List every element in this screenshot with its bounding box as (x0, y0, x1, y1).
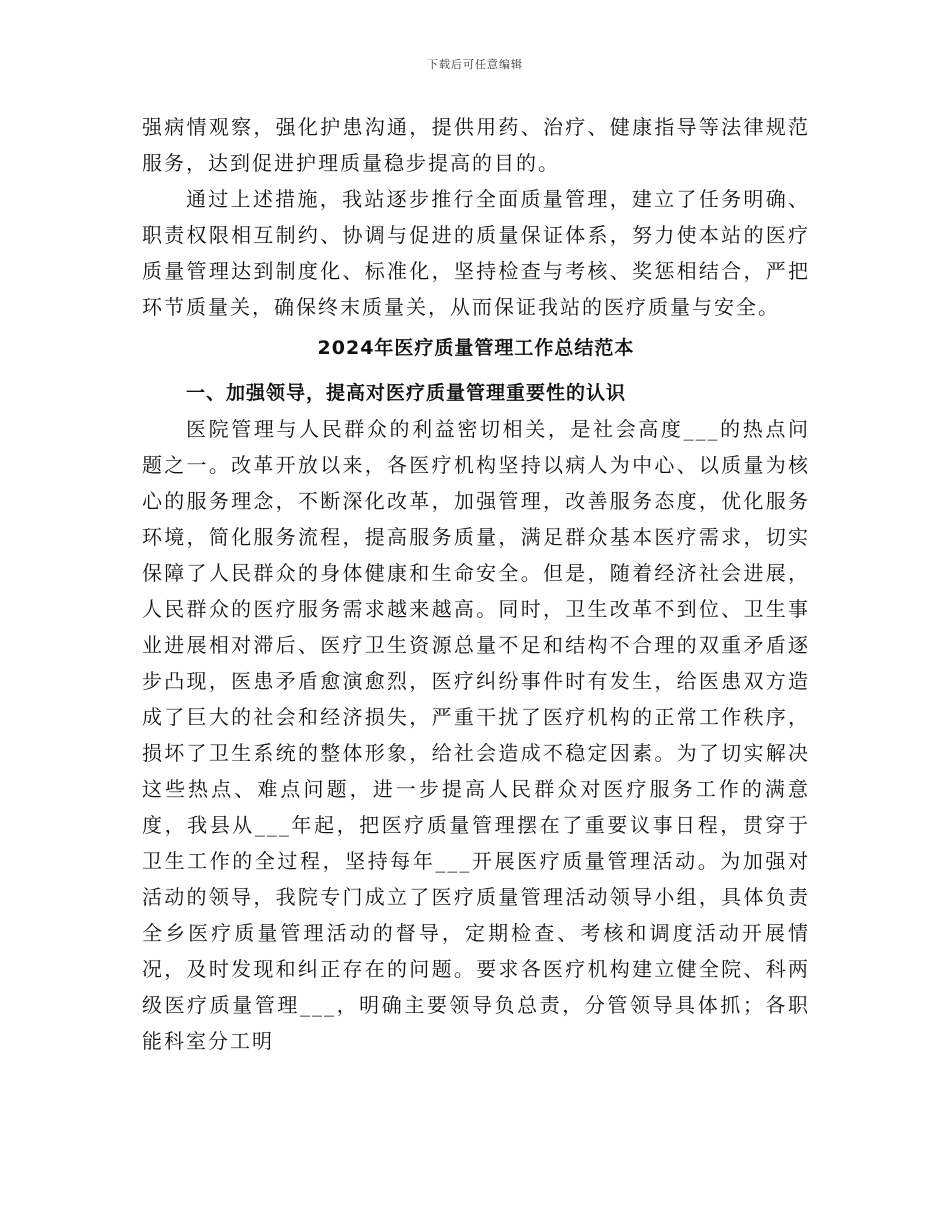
paragraph-continued: 强病情观察，强化护患沟通，提供用药、治疗、健康指导等法律规范服务，达到促进护理质量稳步提高的目的。 (142, 115, 810, 175)
paragraph-summary: 通过上述措施，我站逐步推行全面质量管理，建立了任务明确、职责权限相互制约、协调与促进的质量保证体系，努力使本站的医疗质量管理达到制度化、标准化，坚持检查与考核、奖惩相结合，严把环节质量关，确保终末质量关，从而保证我站的医疗质量与安全。 (142, 187, 810, 319)
document-body (142, 109, 810, 1059)
document-title: 2024年医疗质量管理工作总结范本 (317, 337, 635, 359)
section-heading: 一、加强领导，提高对医疗质量管理重要性的认识 (186, 382, 627, 404)
running-header: 下载后可任意编辑 (427, 58, 523, 71)
section-paragraph: 医院管理与人民群众的利益密切相关，是社会高度___的热点问题之一。改革开放以来，各医疗机构坚持以病人为中心、以质量为核心的服务理念，不断深化改革，加强管理，改善服务态度，优化服务环境，简化服务流程，提高服务质量，满足群众基本医疗需求，切实保障了人民群众的身体健康和生命安全。但是，随着经济社会进展，人民群众的医疗服务需求越来越高。同时，卫生改革不到位、卫生事业进展相对滞后、医疗卫生资源总量不足和结构不合理的双重矛盾逐步凸现，医患矛盾愈演愈烈，医疗纠纷事件时有发生，给医患双方造成了巨大的社会和经济损失，严重干扰了医疗机构的正常工作秩序，损坏了卫生系统的整体形象，给社会造成不稳定因素。为了切实解决这些热点、难点问题，进一步提高人民群众对医疗服务工作的满意度，我县从___年起，把医疗质量管理摆在了重要议事日程，贯穿于卫生工作的全过程，坚持每年___开展医疗质量管理活动。为加强对活动的领导，我院专门成立了医疗质量管理活动领导小组，具体负责全乡医疗质量管理活动的督导，定期检查、考核和调度活动开展情况，及时发现和纠正存在的问题。要求各医疗机构建立健全院、科两级医疗质量管理___，明确主要领导负总责，分管领导具体抓；各职能科室分工明 (142, 417, 810, 1053)
